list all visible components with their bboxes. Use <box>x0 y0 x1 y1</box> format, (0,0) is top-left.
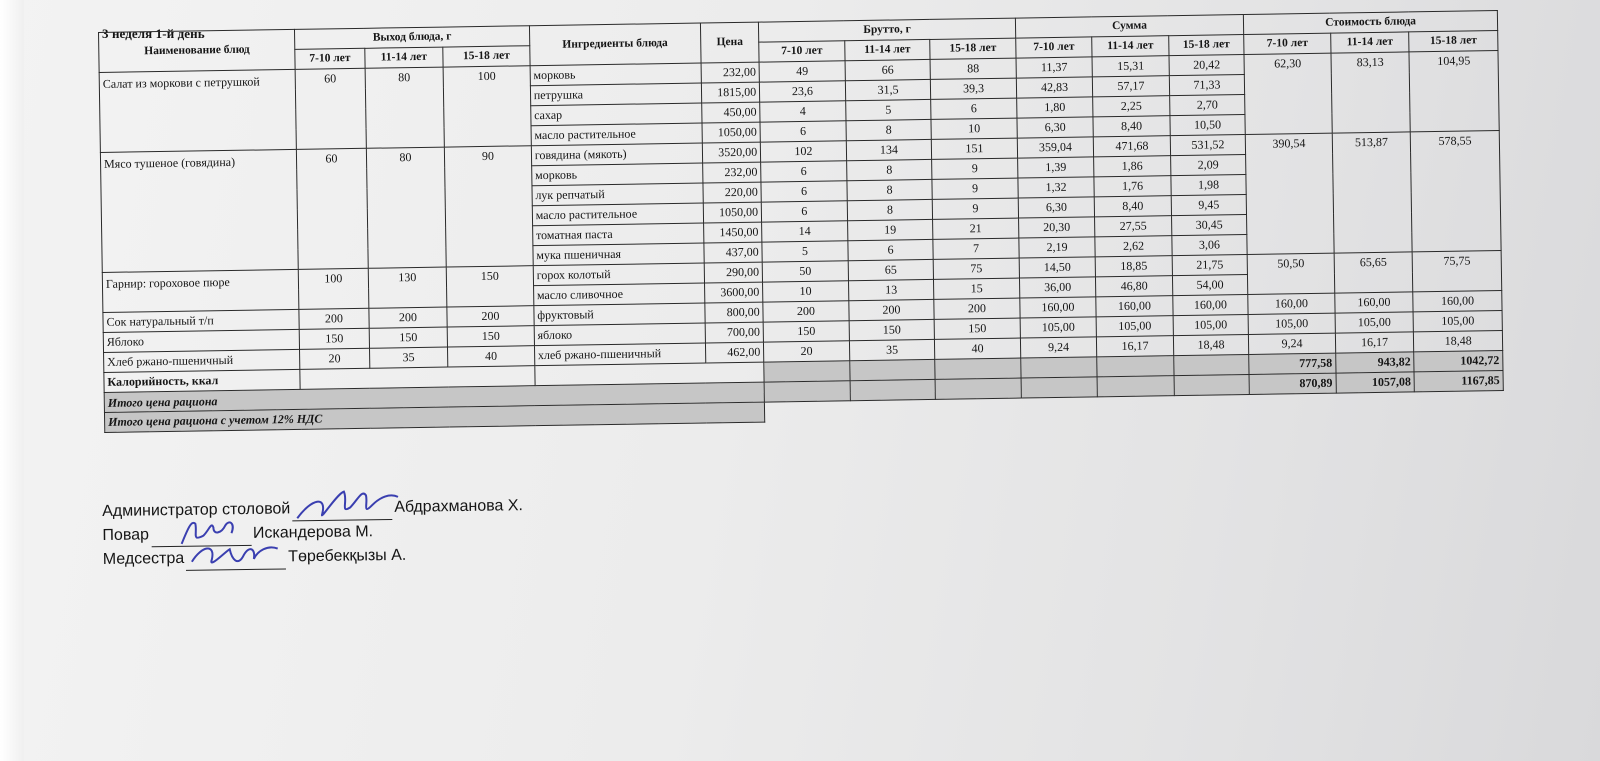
brutto-value: 150 <box>763 321 849 342</box>
sum-value: 42,83 <box>1016 77 1093 98</box>
paper-edge <box>0 0 24 761</box>
sum-value: 2,19 <box>1019 237 1096 258</box>
header-cost-age3: 15-18 лет <box>1409 31 1498 52</box>
total-label: Итого цена рациона <box>104 382 764 412</box>
brutto-value: 49 <box>759 61 845 82</box>
ingredient-price: 1050,00 <box>702 122 761 143</box>
brutto-value: 66 <box>845 59 931 80</box>
sum-value: 20,42 <box>1169 54 1245 75</box>
handwritten-signature <box>292 487 402 523</box>
brutto-value: 5 <box>845 99 931 120</box>
brutto-value: 6 <box>761 201 847 222</box>
header-brutto-age2: 11-14 лет <box>844 39 930 60</box>
empty-cell <box>1097 356 1174 377</box>
total-price: 943,82 <box>1335 352 1414 373</box>
header-out-age3: 15-18 лет <box>443 46 530 67</box>
menu-table <box>98 10 1504 433</box>
header-cost: Стоимость блюда <box>1244 11 1498 35</box>
ingredient-price: 437,00 <box>704 242 763 263</box>
ingredient-price: 1815,00 <box>701 82 760 103</box>
header-cost-age1: 7-10 лет <box>1244 33 1331 54</box>
dish-name: Хлеб ржано-пшеничный <box>104 349 301 372</box>
ingredient-name: сахар <box>530 103 701 126</box>
signature-blank <box>292 501 392 521</box>
sum-value: 6,30 <box>1018 197 1095 218</box>
brutto-value: 200 <box>763 301 849 322</box>
dish-cost: 104,95 <box>1409 51 1499 132</box>
signature-name: Абдрахманова Х. <box>394 497 524 516</box>
signature-role: Медсестра <box>102 549 185 568</box>
dish-cost: 105,00 <box>1248 313 1335 334</box>
empty-cell <box>1021 377 1098 398</box>
header-dish-name: Наименование блюд <box>99 29 296 72</box>
brutto-value: 65 <box>848 259 934 280</box>
ingredient-price: 3600,00 <box>704 282 763 303</box>
empty-cell <box>1174 374 1250 395</box>
total-price-vat: 1167,85 <box>1414 370 1503 391</box>
dish-output: 150 <box>369 327 448 348</box>
empty-cell <box>764 381 850 402</box>
ingredient-price: 700,00 <box>705 322 764 343</box>
brutto-value: 134 <box>846 139 932 160</box>
ingredient-price: 290,00 <box>704 262 763 283</box>
sum-value: 2,70 <box>1169 94 1245 115</box>
sum-value: 21,75 <box>1172 254 1248 275</box>
brutto-value: 39,3 <box>931 78 1017 99</box>
sum-value: 160,00 <box>1173 294 1249 315</box>
sum-value: 1,86 <box>1094 156 1171 177</box>
dish-output: 200 <box>447 306 534 327</box>
dish-cost: 105,00 <box>1413 310 1502 331</box>
brutto-value: 50 <box>762 261 848 282</box>
empty-cell <box>935 358 1021 379</box>
brutto-value: 6 <box>931 98 1017 119</box>
sum-value: 1,76 <box>1094 176 1171 197</box>
document-title: 3 неделя 1-й день <box>102 26 205 41</box>
sum-value: 9,45 <box>1171 194 1247 215</box>
ingredient-price: 3520,00 <box>702 142 761 163</box>
signatures-block <box>102 494 524 572</box>
total-price: 1042,72 <box>1414 350 1503 371</box>
header-sum-age2: 11-14 лет <box>1092 36 1169 57</box>
ingredient-name: мука пшеничная <box>533 243 704 266</box>
total-price-vat: 1057,08 <box>1336 372 1415 393</box>
ingredient-price: 1050,00 <box>703 202 762 223</box>
empty-cell <box>1021 357 1098 378</box>
ingredient-price: 232,00 <box>701 62 760 83</box>
ingredient-name: фруктовый <box>534 303 705 326</box>
sum-value: 2,09 <box>1170 154 1246 175</box>
dish-cost: 83,13 <box>1331 52 1411 133</box>
dish-output: 150 <box>447 326 534 347</box>
brutto-value: 10 <box>763 281 849 302</box>
empty-cell <box>1097 376 1174 397</box>
sum-value: 531,52 <box>1170 134 1246 155</box>
brutto-value: 8 <box>846 159 932 180</box>
signature-name: Искандерова М. <box>252 523 374 542</box>
brutto-value: 4 <box>760 101 846 122</box>
dish-cost: 16,17 <box>1335 332 1414 353</box>
dish-cost: 160,00 <box>1413 290 1502 311</box>
brutto-value: 14 <box>762 221 848 242</box>
sum-value: 359,04 <box>1017 137 1094 158</box>
empty-cell <box>935 378 1021 399</box>
sum-value: 3,06 <box>1172 234 1248 255</box>
sum-value: 160,00 <box>1020 297 1097 318</box>
sum-value: 9,24 <box>1020 337 1097 358</box>
header-cost-age2: 11-14 лет <box>1330 32 1409 53</box>
sum-value: 1,98 <box>1171 174 1247 195</box>
signature-role: Администратор столовой <box>102 500 291 520</box>
brutto-value: 21 <box>933 218 1019 239</box>
brutto-value: 23,6 <box>760 81 846 102</box>
ingredient-price: 800,00 <box>705 302 764 323</box>
sum-value: 1,39 <box>1017 157 1094 178</box>
brutto-value: 151 <box>932 138 1018 159</box>
ingredient-name: яблоко <box>534 323 705 346</box>
sum-value: 30,45 <box>1171 214 1247 235</box>
sum-value: 105,00 <box>1173 314 1249 335</box>
sum-value: 57,17 <box>1093 76 1170 97</box>
brutto-value: 6 <box>761 181 847 202</box>
brutto-value: 6 <box>760 121 846 142</box>
sum-value: 14,50 <box>1019 257 1096 278</box>
brutto-value: 88 <box>930 58 1016 79</box>
ingredient-price: 1450,00 <box>703 222 762 243</box>
header-sum-age1: 7-10 лет <box>1016 37 1093 58</box>
sum-value: 15,31 <box>1092 56 1169 77</box>
header-brutto-age1: 7-10 лет <box>759 41 845 62</box>
brutto-value: 35 <box>849 339 935 360</box>
empty-cell <box>1173 354 1249 375</box>
dish-name: Салат из моркови с петрушкой <box>99 69 296 152</box>
sum-value: 27,55 <box>1095 216 1172 237</box>
dish-cost: 513,87 <box>1332 132 1412 253</box>
brutto-value: 19 <box>847 219 933 240</box>
calories-label: Калорийность, ккал <box>104 369 301 392</box>
empty-cell <box>850 379 936 400</box>
dish-cost: 65,65 <box>1334 252 1413 293</box>
header-out-age1: 7-10 лет <box>295 48 365 69</box>
dish-cost: 105,00 <box>1335 312 1414 333</box>
sum-value: 18,48 <box>1173 334 1249 355</box>
sum-value: 2,62 <box>1095 236 1172 257</box>
dish-cost: 9,24 <box>1249 333 1336 354</box>
header-out-age2: 11-14 лет <box>364 47 443 68</box>
sum-value: 2,25 <box>1093 96 1170 117</box>
header-price: Цена <box>700 22 759 63</box>
empty-cell <box>849 359 935 380</box>
dish-output: 60 <box>295 68 366 149</box>
dish-name: Гарнир: гороховое пюре <box>102 269 299 312</box>
signature-role: Повар <box>102 526 150 544</box>
total-price: 777,58 <box>1249 353 1336 374</box>
dish-output: 130 <box>368 267 447 308</box>
signature-name: Төребекқызы А. <box>288 546 407 566</box>
brutto-value: 8 <box>847 179 933 200</box>
dish-cost: 160,00 <box>1335 292 1414 313</box>
brutto-value: 150 <box>849 319 935 340</box>
dish-cost: 18,48 <box>1414 330 1503 351</box>
ingredient-price: 462,00 <box>705 342 764 363</box>
dish-cost: 75,75 <box>1412 250 1501 291</box>
ingredient-name: говядина (мякоть) <box>531 143 702 166</box>
sum-value: 105,00 <box>1020 317 1097 338</box>
dish-output: 150 <box>446 266 533 307</box>
sum-value: 1,80 <box>1016 97 1093 118</box>
dish-cost: 578,55 <box>1411 131 1502 252</box>
dish-output: 35 <box>369 347 448 368</box>
sum-value: 20,30 <box>1018 217 1095 238</box>
dish-name: Яблоко <box>103 329 300 352</box>
signature-blank <box>186 550 286 570</box>
brutto-value: 6 <box>761 161 847 182</box>
sum-value: 16,17 <box>1097 336 1174 357</box>
dish-output: 150 <box>299 328 369 349</box>
ingredient-name: масло сливочное <box>533 283 704 306</box>
ingredient-name: томатная паста <box>532 223 703 246</box>
brutto-value: 13 <box>848 279 934 300</box>
brutto-value: 9 <box>932 198 1018 219</box>
brutto-value: 9 <box>932 158 1018 179</box>
brutto-value: 15 <box>934 278 1020 299</box>
ingredient-name: петрушка <box>530 83 701 106</box>
total-price-vat: 870,89 <box>1249 373 1336 394</box>
ingredient-name: лук репчатый <box>532 183 703 206</box>
sum-value: 8,40 <box>1093 116 1170 137</box>
sum-value: 105,00 <box>1096 316 1173 337</box>
brutto-value: 102 <box>761 141 847 162</box>
dish-name: Мясо тушеное (говядина) <box>100 149 298 272</box>
dish-output: 60 <box>297 148 368 269</box>
sum-value: 36,00 <box>1019 277 1096 298</box>
brutto-value: 31,5 <box>845 79 931 100</box>
header-sum: Сумма <box>1015 15 1244 39</box>
brutto-value: 6 <box>848 239 934 260</box>
sum-value: 1,32 <box>1018 177 1095 198</box>
dish-output: 20 <box>300 348 370 369</box>
dish-output: 200 <box>369 307 448 328</box>
ingredient-price: 232,00 <box>702 162 761 183</box>
ingredient-name: морковь <box>531 163 702 186</box>
total-vat-label: Итого цена рациона с учетом 12% НДС <box>104 402 764 432</box>
brutto-value: 200 <box>849 299 935 320</box>
brutto-value: 8 <box>846 119 932 140</box>
empty-cell <box>764 361 850 382</box>
brutto-value: 10 <box>931 118 1017 139</box>
sum-value: 46,80 <box>1096 276 1173 297</box>
brutto-value: 40 <box>935 338 1021 359</box>
brutto-value: 20 <box>764 341 850 362</box>
header-brutto: Брутто, г <box>759 18 1016 42</box>
menu-table-wrapper <box>98 10 1504 433</box>
brutto-value: 75 <box>933 258 1019 279</box>
ingredient-name: горох колотый <box>533 263 704 286</box>
ingredient-price: 220,00 <box>703 182 762 203</box>
dish-output: 40 <box>448 346 535 367</box>
dish-name: Сок натуральный т/п <box>103 309 300 332</box>
ingredient-name: масло растительное <box>532 203 703 226</box>
dish-cost: 50,50 <box>1247 253 1334 294</box>
sum-value: 6,30 <box>1017 117 1094 138</box>
brutto-value: 7 <box>933 238 1019 259</box>
sum-value: 71,33 <box>1169 74 1245 95</box>
brutto-value: 8 <box>847 199 933 220</box>
dish-cost: 390,54 <box>1246 133 1334 254</box>
dish-output: 80 <box>366 147 446 268</box>
sum-value: 8,40 <box>1094 196 1171 217</box>
handwritten-signature <box>186 536 286 571</box>
header-sum-age3: 15-18 лет <box>1168 35 1244 56</box>
dish-output: 90 <box>445 146 533 267</box>
sum-value: 54,00 <box>1172 274 1248 295</box>
brutto-value: 150 <box>934 318 1020 339</box>
header-output: Выход блюда, г <box>295 26 530 50</box>
sum-value: 11,37 <box>1016 57 1093 78</box>
sum-value: 10,50 <box>1170 114 1246 135</box>
sum-value: 18,85 <box>1095 256 1172 277</box>
sum-value: 471,68 <box>1094 136 1171 157</box>
ingredient-price: 450,00 <box>702 102 761 123</box>
ingredient-name: хлеб ржано-пшеничный <box>534 343 705 366</box>
header-ingredients: Ингредиенты блюда <box>529 23 701 66</box>
brutto-value: 5 <box>762 241 848 262</box>
dish-output: 80 <box>365 67 445 148</box>
sum-value: 160,00 <box>1096 296 1173 317</box>
dish-output: 100 <box>443 66 531 147</box>
dish-output: 200 <box>299 308 369 329</box>
ingredient-name: морковь <box>530 63 701 86</box>
dish-cost: 160,00 <box>1248 293 1335 314</box>
brutto-value: 9 <box>932 178 1018 199</box>
brutto-value: 200 <box>934 298 1020 319</box>
dish-output: 100 <box>299 268 369 309</box>
header-brutto-age3: 15-18 лет <box>930 38 1016 59</box>
ingredient-name: масло растительное <box>531 123 702 146</box>
dish-cost: 62,30 <box>1244 53 1332 134</box>
